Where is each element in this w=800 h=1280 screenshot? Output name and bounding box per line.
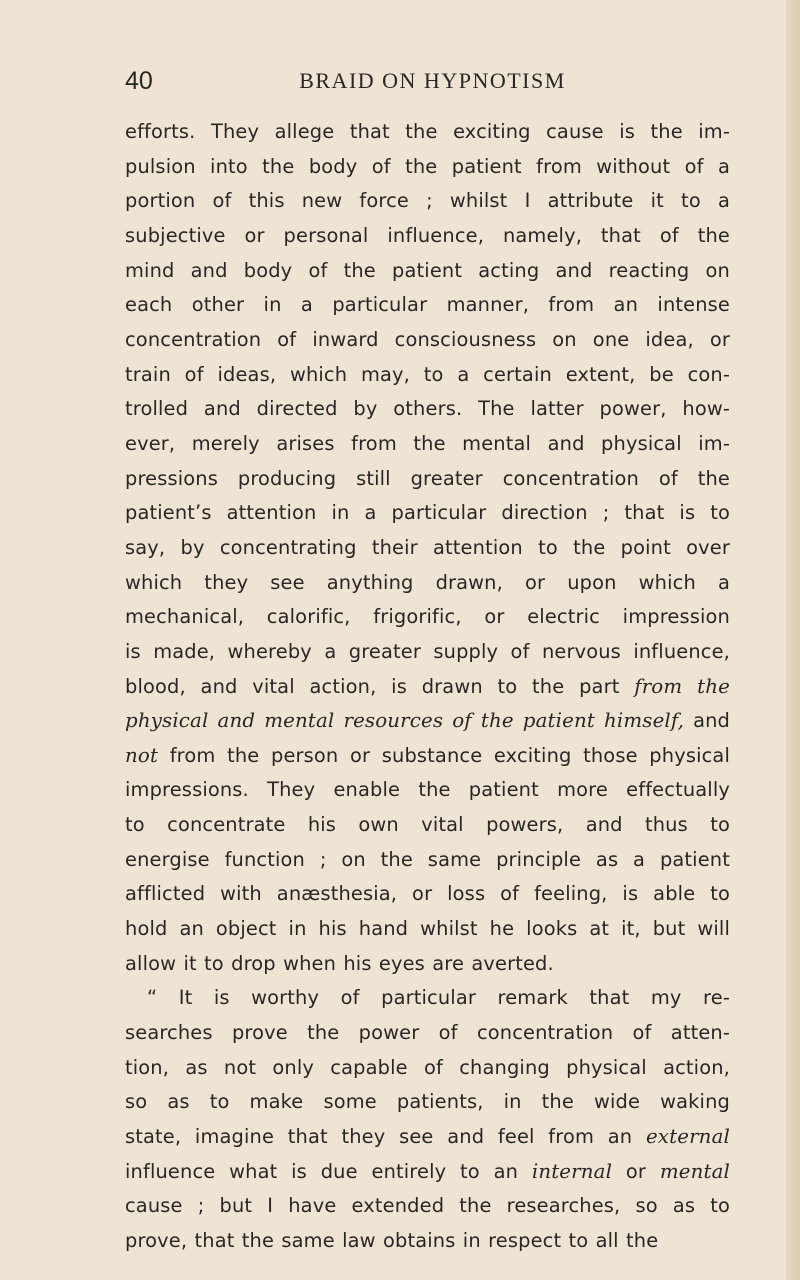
text-run: subjective or personal influence, namely, that of the bbox=[125, 223, 730, 247]
text-run: patient’s attention in a particular direction ; that is to bbox=[125, 501, 730, 525]
text-line bbox=[125, 912, 730, 947]
italic-text: external bbox=[645, 1125, 730, 1149]
text-line bbox=[125, 600, 730, 635]
text-line bbox=[125, 496, 730, 531]
text-run: which they see anything drawn, or upon which a bbox=[125, 570, 730, 594]
text-line bbox=[125, 1224, 730, 1259]
text-run: influence what is due entirely to an bbox=[125, 1159, 532, 1183]
italic-text: from the bbox=[634, 674, 730, 698]
text-line bbox=[125, 184, 730, 219]
italic-text: physical and mental resources of the patient himself, bbox=[125, 709, 685, 733]
text-run: afflicted with anæsthesia, or loss of feeling, is able to bbox=[125, 882, 730, 906]
text-line bbox=[125, 877, 730, 912]
text-line bbox=[125, 150, 730, 185]
body-text bbox=[125, 115, 730, 1259]
text-line bbox=[125, 704, 730, 739]
text-run: searches prove the power of concentration of atten- bbox=[125, 1021, 730, 1045]
text-run: mechanical, calorific, frigorific, or electric impression bbox=[125, 605, 730, 629]
text-run: and bbox=[684, 709, 730, 733]
page-edge bbox=[786, 0, 800, 1280]
text-line bbox=[125, 254, 730, 289]
text-line bbox=[125, 392, 730, 427]
text-run: impressions. They enable the patient more effectually bbox=[125, 778, 730, 802]
text-line bbox=[125, 773, 730, 808]
text-line bbox=[125, 427, 730, 462]
text-line bbox=[125, 531, 730, 566]
text-line bbox=[125, 115, 730, 150]
text-line bbox=[125, 323, 730, 358]
italic-text: not bbox=[125, 743, 159, 767]
text-run: tion, as not only capable of changing physical action, bbox=[125, 1055, 730, 1079]
text-run: blood, and vital action, is drawn to the part bbox=[125, 674, 635, 698]
text-run: concentration of inward consciousness on one idea, or bbox=[125, 327, 730, 351]
text-run: hold an object in his hand whilst he looks at it, but will bbox=[125, 917, 730, 941]
text-line bbox=[125, 1016, 730, 1051]
page-number: 40 bbox=[125, 67, 153, 95]
text-run: allow it to drop when his eyes are averted. bbox=[125, 951, 554, 975]
text-run: is made, whereby a greater supply of nervous influence, bbox=[125, 639, 730, 663]
text-run: portion of this new force ; whilst I attribute it to a bbox=[125, 189, 730, 213]
text-line bbox=[125, 1051, 730, 1086]
text-line bbox=[125, 358, 730, 393]
text-run: state, imagine that they see and feel from an bbox=[125, 1125, 646, 1149]
text-line bbox=[125, 288, 730, 323]
text-line bbox=[125, 1085, 730, 1120]
text-line bbox=[125, 981, 730, 1016]
text-run: pulsion into the body of the patient from without of a bbox=[125, 154, 730, 178]
text-line bbox=[125, 1155, 730, 1190]
italic-text: mental bbox=[659, 1159, 730, 1183]
text-run: train of ideas, which may, to a certain extent, be con- bbox=[125, 362, 730, 386]
text-line bbox=[125, 947, 730, 982]
page-header bbox=[125, 66, 730, 96]
text-line bbox=[125, 739, 730, 774]
text-run: trolled and directed by others. The latter power, how- bbox=[125, 397, 730, 421]
text-line bbox=[125, 808, 730, 843]
text-run: from the person or substance exciting those physical bbox=[158, 743, 730, 767]
text-run: mind and body of the patient acting and reacting on bbox=[125, 258, 730, 282]
text-run: so as to make some patients, in the wide waking bbox=[125, 1090, 730, 1114]
text-line bbox=[125, 1120, 730, 1155]
text-line bbox=[125, 670, 730, 705]
text-line bbox=[125, 635, 730, 670]
text-run: pressions producing still greater concentration of the bbox=[125, 466, 730, 490]
text-run: or bbox=[612, 1159, 660, 1183]
text-line bbox=[125, 219, 730, 254]
text-run: efforts. They allege that the exciting cause is the im- bbox=[125, 120, 730, 143]
text-run: to concentrate his own vital powers, and thus to bbox=[125, 813, 730, 837]
text-run: cause ; but I have extended the researches, so as to bbox=[125, 1194, 730, 1218]
text-line bbox=[125, 1189, 730, 1224]
text-run: each other in a particular manner, from an intense bbox=[125, 293, 730, 317]
text-line bbox=[125, 843, 730, 878]
text-line bbox=[125, 462, 730, 497]
running-head: BRAID ON HYPNOTISM bbox=[299, 68, 566, 93]
text-run: say, by concentrating their attention to the point over bbox=[125, 535, 730, 559]
text-line bbox=[125, 566, 730, 601]
text-run: prove, that the same law obtains in respect to all the bbox=[125, 1229, 659, 1252]
italic-text: internal bbox=[531, 1159, 613, 1183]
text-run: ever, merely arises from the mental and physical im- bbox=[125, 431, 730, 455]
text-run: energise function ; on the same principle as a patient bbox=[125, 847, 730, 871]
text-run: “ It is worthy of particular remark that my re- bbox=[147, 986, 730, 1010]
